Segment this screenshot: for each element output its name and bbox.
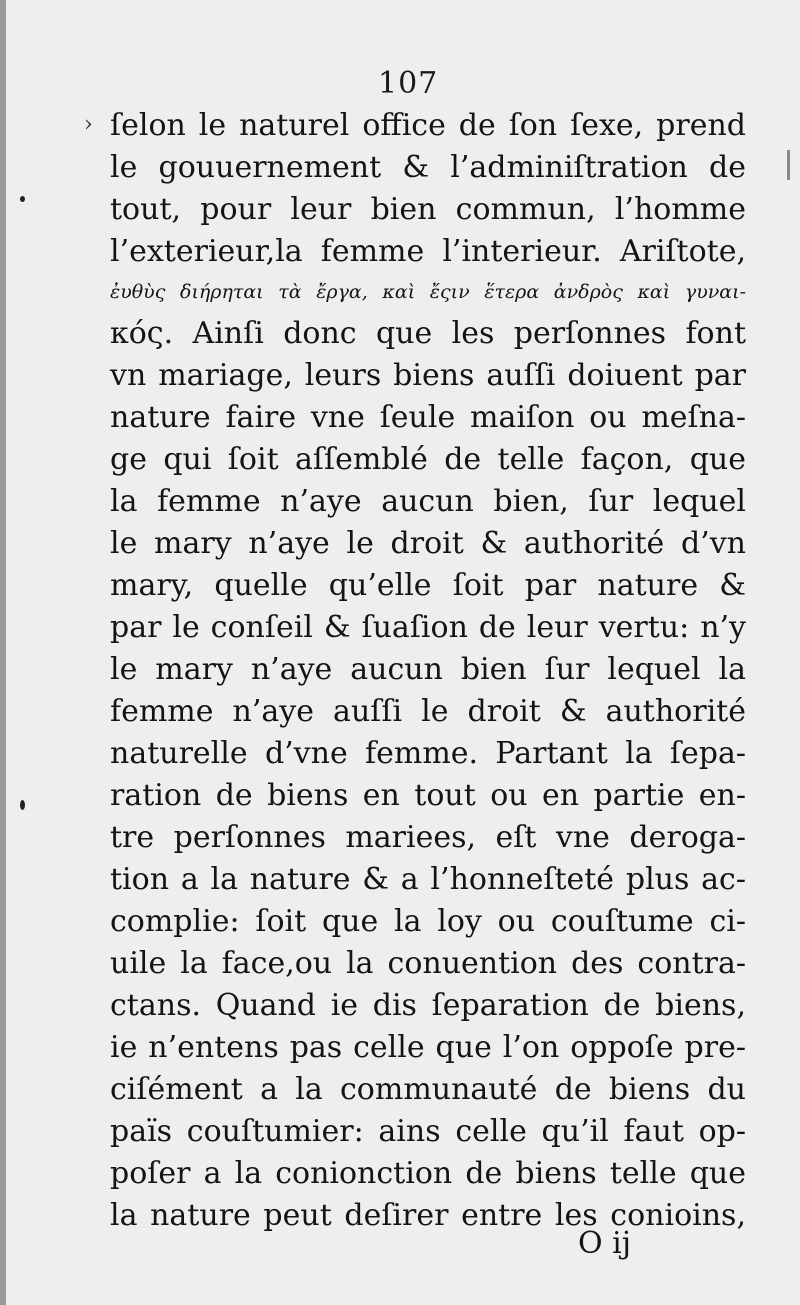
text-line-1: ſelon le naturel office de ſon ſexe, prend [110, 108, 746, 143]
text-line-26: poſer a la conionction de biens telle que [110, 1156, 746, 1191]
text-line-14: le mary n’aye aucun bien ſur lequel la [110, 652, 746, 687]
text-line-7: vn mariage, leurs biens auſſi doiuent par [110, 358, 746, 393]
text-line-21: uile la face,ou la conuention des contra- [110, 946, 746, 981]
text-line-15: femme n’aye auſſi le droit & authorité [110, 694, 746, 729]
text-line-27: la nature peut deſirer entre les conioins, [110, 1198, 746, 1233]
text-line-13: par le conſeil & ſuaſion de leur vertu: n’y [110, 610, 746, 645]
text-line-10: la femme n’aye aucun bien, ſur lequel [110, 484, 746, 519]
text-line-8: nature faire vne ſeule maiſon ou meſna- [110, 400, 746, 435]
text-line-24: ciſément a la communauté de biens du [110, 1072, 746, 1107]
text-line-9: ge qui ſoit aſſemblé de telle façon, que [110, 442, 746, 477]
text-line-18: tre perſonnes mariees, eſt vne deroga- [110, 820, 746, 855]
text-line-3: tout, pour leur bien commun, l’homme [110, 192, 746, 227]
text-line-25: païs couſtumier: ains celle qu’il faut op- [110, 1114, 746, 1149]
text-line-6: κός. Ainſi donc que les perſonnes font [110, 316, 746, 351]
ink-speck [20, 196, 25, 202]
page-edge-mark [787, 150, 790, 180]
text-line-16: naturelle d’vne femme. Partant la ſepa- [110, 736, 746, 771]
text-line-2: le gouuernement & l’adminiſtration de [110, 150, 746, 185]
text-line-23: ie n’entens pas celle que l’on oppoſe pre- [110, 1030, 746, 1065]
text-line-22: ctans. Quand ie dis ſeparation de biens, [110, 988, 746, 1023]
margin-bracket-mark: › [84, 112, 93, 137]
signature-mark: O ij [578, 1226, 632, 1261]
page-number: 107 [378, 66, 439, 101]
text-line-19: tion a la nature & a l’honneſteté plus ac- [110, 862, 746, 897]
text-line-20: complie: ſoit que la loy ou couſtume ci- [110, 904, 746, 939]
text-line-17: ration de biens en tout ou en partie en- [110, 778, 746, 813]
ink-speck [20, 800, 25, 810]
text-line-4: l’exterieur,la femme l’interieur. Ariſtote, [110, 234, 746, 269]
greek-quotation-line: ἐυθὺς διήρηται τὰ ἔργα, καὶ ἔςιν ἕτερα ἀνδρὸς καὶ γυναι- [110, 281, 746, 303]
text-line-12: mary, quelle qu’elle ſoit par nature & [110, 568, 746, 603]
text-line-11: le mary n’aye le droit & authorité d’vn [110, 526, 746, 561]
